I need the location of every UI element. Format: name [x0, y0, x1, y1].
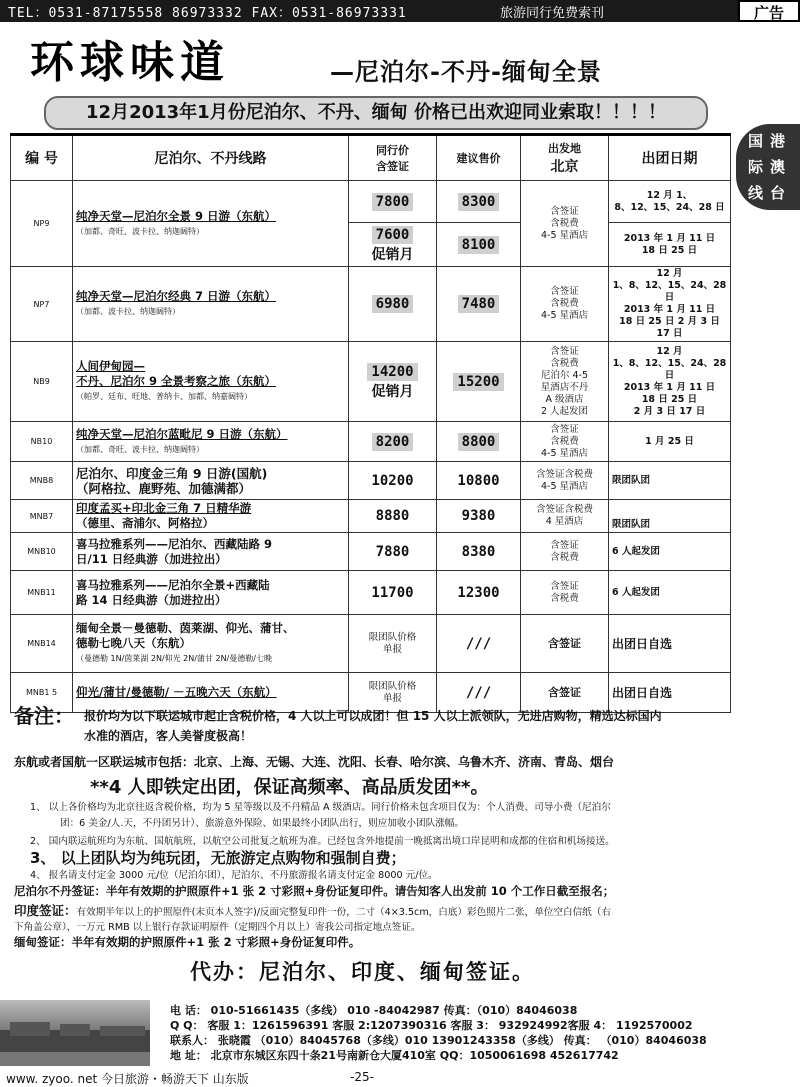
footer-contact: 联系人： 张晓霞 （010）84045768（多线）010 13901243358（多线） 传真： （010）84046038: [170, 1034, 707, 1047]
price-notice: 12月2013年1月份尼泊尔、不丹、缅甸 价格已出欢迎同业索取！！！！: [44, 96, 708, 130]
row-inclusions: 含签证 含税费: [521, 571, 609, 615]
footer-phone: 电 话： 010-51661435（多线） 010 -84042987 传真：（010）84046038: [170, 1004, 578, 1017]
header-dates: 出团日期: [609, 135, 731, 181]
note-10: 缅甸签证：半年有效期的护照原件+1 张 2 寸彩照+身份证复印件。: [14, 935, 361, 949]
row-retail-price: 12300: [437, 571, 521, 615]
row-dates: 出团日自选: [609, 673, 731, 713]
footer-photo: [0, 1000, 150, 1066]
top-bar: [0, 0, 800, 22]
row-dates: 1 月 25 日: [609, 422, 731, 462]
row-dates: 限团队团: [609, 462, 731, 500]
note-11: 代办：尼泊尔、印度、缅甸签证。: [190, 960, 535, 984]
row-inclusions: 含签证 含税费 4-5 星酒店: [521, 181, 609, 267]
row-peer-price: 7800: [349, 181, 437, 223]
note-1: 报价均为以下联运城市起止含税价格，4 人以上可以成团！但 15 人以上派领队，无进店购物，精选达标国内: [84, 709, 662, 723]
row-peer-price: 14200 促销月: [349, 342, 437, 422]
row-retail-price: 15200: [437, 342, 521, 422]
row-dates: 12 月 1、8、12、15、24、28 日 2013 年 1 月 11 日 18 日 25 日 2 月 3 日 17 日: [609, 267, 731, 342]
header-code: 编 号: [11, 135, 73, 181]
row-inclusions: 含签证 含税费 4-5 星酒店: [521, 422, 609, 462]
row-dates: 6 人起发团: [609, 533, 731, 571]
note-7: 4、 报名请支付定金 3000 元/位（尼泊尔团），尼泊尔、不丹旅游报名请支付定金 8000 元/位。: [30, 870, 438, 881]
table-row: [11, 462, 731, 500]
row-dates: 限团队团: [609, 500, 731, 533]
footer: [0, 1000, 800, 1070]
bottom-bar: [0, 1070, 800, 1086]
row-dates: 2013 年 1 月 11 日 18 日 25 日: [609, 223, 731, 267]
header-slogan: 旅游同行免费索刊: [500, 6, 605, 21]
header-contact: TEL：0531-87175558 86973332 FAX：0531-86973331: [8, 6, 407, 21]
row-route: 纯净天堂—尼泊尔全景 9 日游（东航） （加都、奇旺、波卡拉、纳迦阔特）: [73, 181, 349, 267]
row-route: 纯净天堂—尼泊尔蓝毗尼 9 日游（东航） （加都、奇旺、波卡拉、纳迦阔特）: [73, 422, 349, 462]
side-char: 际: [748, 158, 764, 176]
table-row: [11, 615, 731, 673]
row-dates: 6 人起发团: [609, 571, 731, 615]
row-retail-price: 8380: [437, 533, 521, 571]
row-dates: 12 月 1、 8、12、15、24、28 日: [609, 181, 731, 223]
row-route: 印度孟买+印北金三角 7 日精华游 （德里、斋浦尔、阿格拉）: [73, 500, 349, 533]
row-retail-price: ///: [437, 615, 521, 673]
row-retail-price: 8300: [437, 181, 521, 223]
row-peer-price: 限团队价格 单报: [349, 615, 437, 673]
row-peer-price: 7600 促销月: [349, 223, 437, 267]
row-peer-price: 限团队价格 单报: [349, 673, 437, 713]
note-2: 东航或者国航一区联运城市包括：北京、上海、无锡、大连、沈阳、长春、哈尔滨、乌鲁木齐、济南、青岛、烟台: [14, 755, 615, 769]
notes-title: 备注：: [14, 704, 74, 728]
header-retail-price: 建议售价: [437, 135, 521, 181]
row-retail-price: 8100: [437, 223, 521, 267]
row-peer-price: 6980: [349, 267, 437, 342]
row-route: 尼泊尔、印度金三角 9 日游(国航) （阿格拉、鹿野苑、加德满都）: [73, 462, 349, 500]
row-route: 纯净天堂—尼泊尔经典 7 日游（东航） （加都、波卡拉、纳迦阔特）: [73, 267, 349, 342]
site-footer: www. zyoo. net 今日旅游・畅游天下 山东版: [6, 1072, 249, 1086]
row-code: MNB11: [11, 571, 73, 615]
table-row: [11, 181, 731, 223]
row-route: 缅甸全景－曼德勒、茵莱湖、仰光、蒲甘、 德勒七晚八天（东航） （曼德勒 1N/茵莱湖 2N/仰光 2N/蒲甘 2N/曼德勒/七晚: [73, 615, 349, 673]
row-dates: 12 月 1、8、12、15、24、28 日 2013 年 1 月 11 日 18 日 25 日 2 月 3 日 17 日: [609, 342, 731, 422]
footer-address: 地 址： 北京市东城区东四十条21号南新仓大厦410室 QQ：1050061698 452617742: [170, 1049, 619, 1062]
row-code: NB9: [11, 342, 73, 422]
row-route: 仰光/蒲甘/曼德勒/ －五晚六天（东航）: [73, 673, 349, 713]
page-number: -25-: [350, 1070, 374, 1084]
note-8: 尼泊尔不丹签证：半年有效期的护照原件+1 张 2 寸彩照+身份证复印件。请告知客人出发前 10 个工作日截至报名；: [14, 884, 615, 898]
note-1b: 水准的酒店，客人美誉度极高！: [84, 729, 253, 743]
train-image-icon: [0, 1000, 150, 1066]
row-code: MNB14: [11, 615, 73, 673]
row-peer-price: 8880: [349, 500, 437, 533]
row-retail-price: 7480: [437, 267, 521, 342]
side-char: 线: [748, 184, 764, 202]
side-char: 台: [770, 184, 786, 202]
row-peer-price: 11700: [349, 571, 437, 615]
row-inclusions: 含签证含税费 4-5 星酒店: [521, 462, 609, 500]
row-route: 喜马拉雅系列——尼泊尔全景+西藏陆 路 14 日经典游（加进拉出）: [73, 571, 349, 615]
note-4b: 团：6 美金/人.天，不丹团另计）、旅游意外保险、如果最终小团队出行，则应加收小团队涨幅。: [60, 818, 464, 829]
row-peer-price: 8200: [349, 422, 437, 462]
row-retail-price: 8800: [437, 422, 521, 462]
tour-price-table: [10, 133, 731, 713]
row-retail-price: 10800: [437, 462, 521, 500]
row-code: MNB10: [11, 533, 73, 571]
row-code: MNB8: [11, 462, 73, 500]
table-row: [11, 267, 731, 342]
side-char: 港: [770, 132, 786, 150]
note-9: 印度签证：有效期半年以上的护照原件(末页本人签字)/反面完整复印件一份，二寸（4×3.5cm，白底）彩色照片二张，单位空白信纸（右: [14, 903, 611, 918]
row-route: 喜马拉雅系列——尼泊尔、西藏陆路 9 日/11 日经典游（加进拉出）: [73, 533, 349, 571]
row-inclusions: 含签证 含税费: [521, 533, 609, 571]
row-code: MNB7: [11, 500, 73, 533]
row-code: NP9: [11, 181, 73, 267]
header-route: 尼泊尔、不丹线路: [73, 135, 349, 181]
brand-subtitle: —尼泊尔-不丹-缅甸全景: [330, 58, 602, 86]
footer-qq: Q Q： 客服 1：1261596391 客服 2:1207390316 客服 3： 932924992客服 4： 1192570002: [170, 1019, 693, 1032]
header-departure: 出发地 北京: [521, 135, 609, 181]
table-row: [11, 500, 731, 533]
table-row: [11, 422, 731, 462]
note-3: **4 人即铁定出团，保证高频率、高品质发团**。: [90, 777, 489, 798]
header-peer-price: 同行价 含签证: [349, 135, 437, 181]
row-inclusions: 含签证: [521, 673, 609, 713]
row-route: 人间伊甸园— 不丹、尼泊尔 9 全景考察之旅（东航） （帕罗、廷布、旺地、普纳卡、加都、纳嘉阔特）: [73, 342, 349, 422]
side-tab: [736, 124, 800, 210]
table-row: [11, 533, 731, 571]
note-6: 3、 以上团队均为纯玩团，无旅游定点购物和强制自费；: [30, 849, 406, 867]
row-inclusions: 含签证 含税费 尼泊尔 4-5 星酒店不丹 A 级酒店 2 人起发团: [521, 342, 609, 422]
row-retail-price: ///: [437, 673, 521, 713]
row-code: NP7: [11, 267, 73, 342]
side-char: 澳: [770, 158, 786, 176]
row-inclusions: 含签证: [521, 615, 609, 673]
row-code: NB10: [11, 422, 73, 462]
table-row: [11, 342, 731, 422]
row-peer-price: 7880: [349, 533, 437, 571]
note-5: 2、 国内联运航班均为东航、国航航班，以航空公司批复之航班为准。已经包含外地提前一晚抵离出境口岸昆明和成都的住宿和机场接送。: [30, 836, 615, 847]
row-code: MNB1 5: [11, 673, 73, 713]
row-inclusions: 含签证含税费 4 星酒店: [521, 500, 609, 533]
brand-title: 环球味道: [30, 37, 230, 88]
note-9b: 下角盖公章），一万元 RMB 以上银行存款证明原件（定期四个月以上）寄我公司指定地点签证。: [14, 922, 421, 933]
note-4: 1、 以上各价格均为北京往返含税价格，均为 5 星等级以及不丹精品 A 级酒店。同行价格未包含项目仅为：个人消费、司导小费（尼泊尔: [30, 802, 611, 813]
side-char: 国: [748, 132, 764, 150]
row-retail-price: 9380: [437, 500, 521, 533]
ad-label: 广告: [738, 0, 800, 22]
row-inclusions: 含签证 含税费 4-5 星酒店: [521, 267, 609, 342]
row-peer-price: 10200: [349, 462, 437, 500]
table-row: [11, 571, 731, 615]
table-header-row: [11, 135, 731, 181]
row-dates: 出团日自选: [609, 615, 731, 673]
